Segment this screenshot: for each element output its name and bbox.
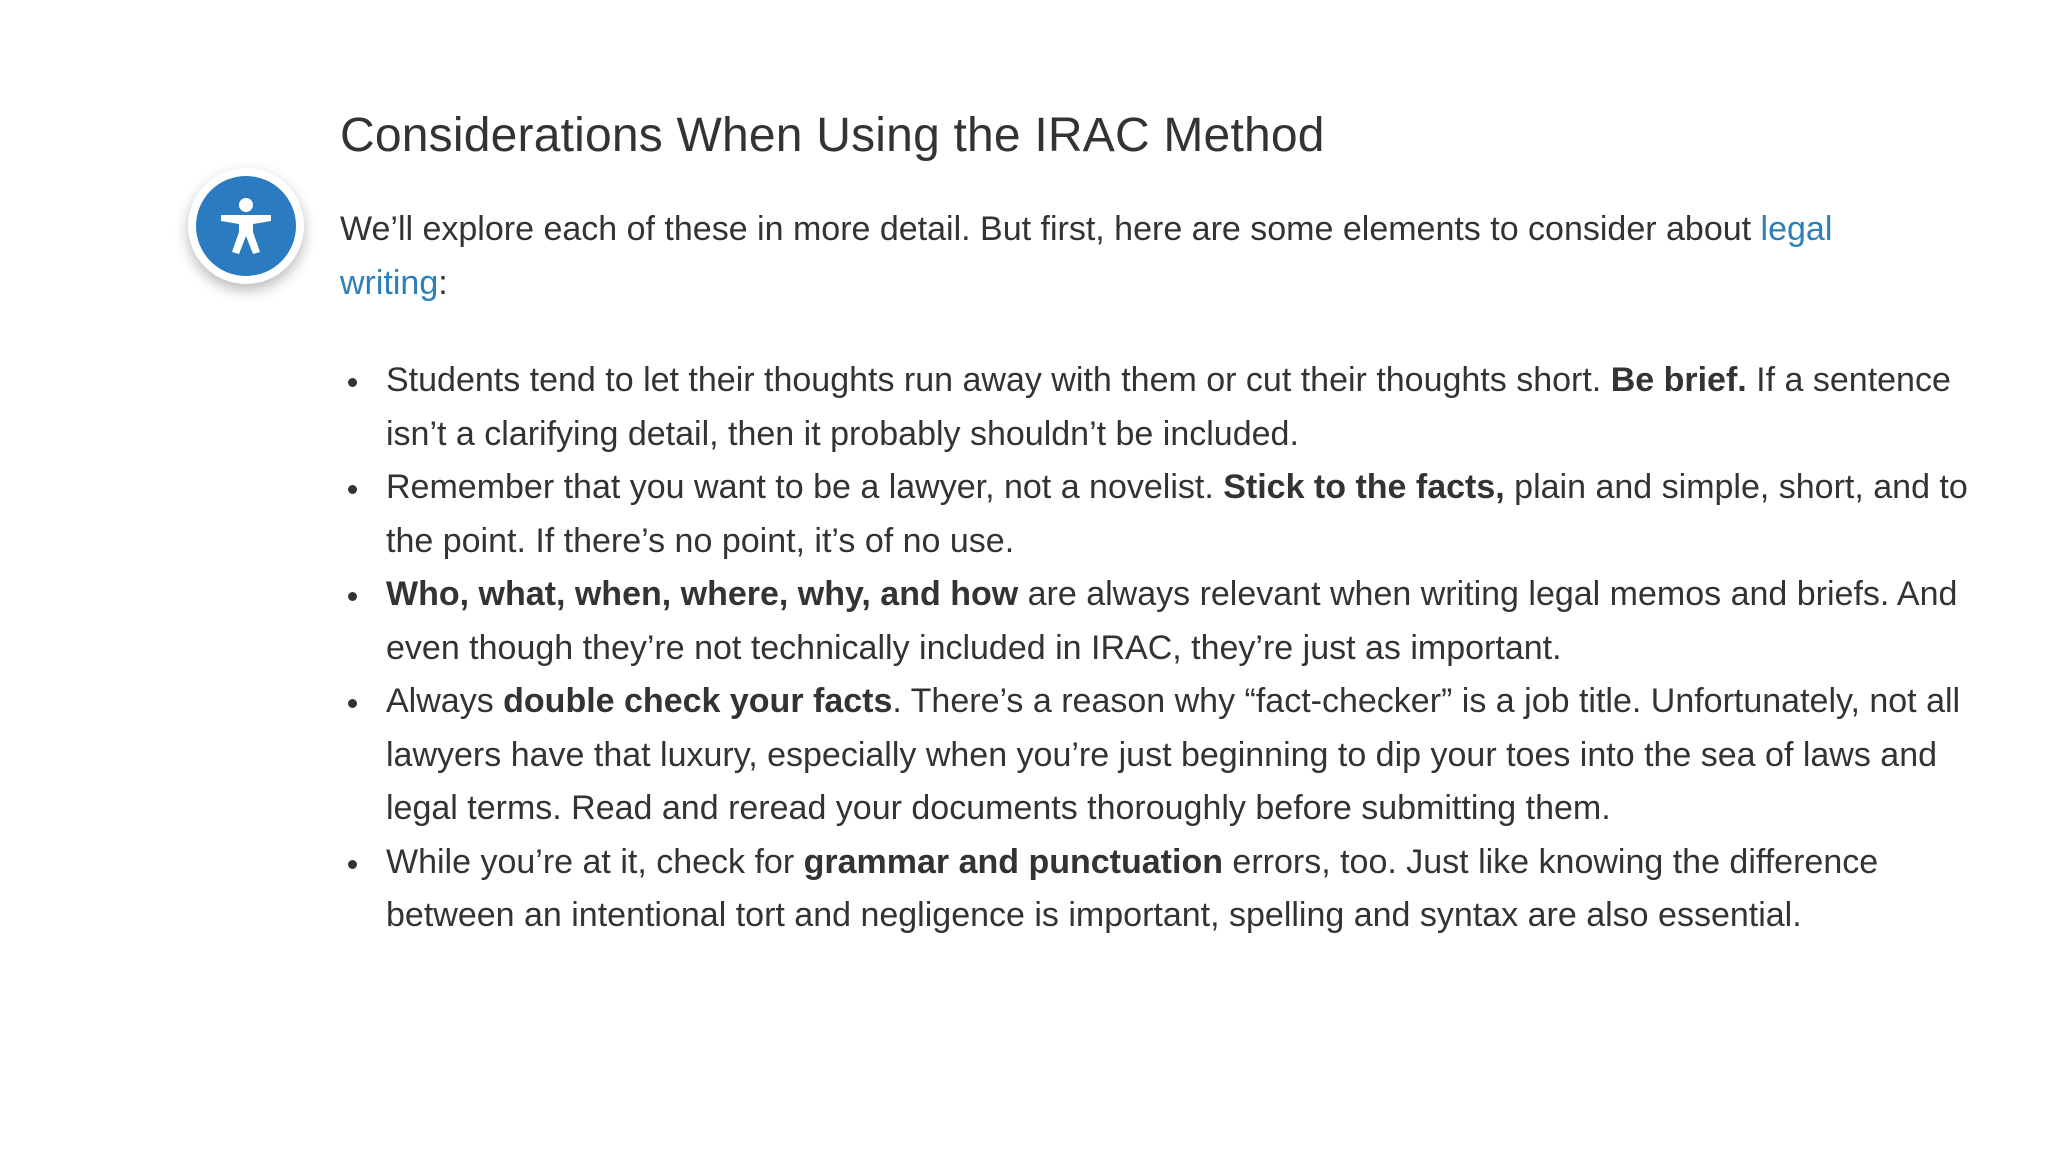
item-text: Always bbox=[386, 682, 504, 720]
item-emphasis: Be brief. bbox=[1610, 361, 1747, 399]
item-text: are always relevant when writing legal memos and briefs. And even though they’re not technically included in IRAC, they’re just as important. bbox=[386, 575, 1958, 667]
list-item bbox=[386, 675, 1980, 836]
bullet-dot bbox=[348, 699, 357, 708]
bullet-dot bbox=[348, 485, 357, 494]
accessibility-button[interactable] bbox=[188, 168, 304, 284]
item-emphasis: grammar and punctuation bbox=[803, 842, 1223, 881]
intro-colon: : bbox=[438, 264, 448, 302]
legal-writing-link[interactable]: legal writing bbox=[340, 210, 1833, 302]
item-text: If a sentence isn’t a clarifying detail, then it probably shouldn’t be included. bbox=[386, 361, 1951, 453]
item-text: While you’re at it, check for bbox=[386, 842, 804, 881]
section-heading: Considerations When Using the IRAC Method bbox=[340, 109, 1325, 162]
list-item bbox=[386, 354, 1980, 461]
accessibility-person-icon bbox=[212, 192, 280, 260]
list-item bbox=[386, 836, 1980, 943]
bullet-dot bbox=[348, 860, 357, 869]
list-item bbox=[386, 568, 1980, 675]
item-text: Remember that you want to be a lawyer, not a novelist. bbox=[386, 468, 1224, 506]
bullet-dot bbox=[348, 592, 357, 601]
list-item bbox=[386, 461, 1980, 568]
item-emphasis: Stick to the facts, bbox=[1223, 468, 1505, 506]
article-content bbox=[340, 104, 1980, 943]
item-emphasis: double check your facts bbox=[503, 682, 893, 720]
intro-text: We’ll explore each of these in more detail. But first, here are some elements to consider about bbox=[340, 210, 1761, 248]
item-text: . There’s a reason why “fact-checker” is a job title. Unfortunately, not all lawyers have that luxury, especially when you’re just beginning to dip your toes into the sea of laws and legal terms. Read and reread your documents thoroughly before submitting them. bbox=[386, 682, 1961, 827]
item-text: Students tend to let their thoughts run away with them or cut their thoughts short. bbox=[386, 361, 1611, 399]
considerations-list bbox=[340, 354, 1980, 943]
bullet-dot bbox=[348, 378, 357, 387]
item-emphasis: Who, what, when, where, why, and how bbox=[386, 575, 1019, 613]
accessibility-button-inner bbox=[196, 176, 296, 276]
item-text: plain and simple, short, and to the point. If there’s no point, it’s of no use. bbox=[386, 468, 1968, 560]
item-text: errors, too. Just like knowing the difference between an intentional tort and negligence is important, spelling and syntax are also essential. bbox=[386, 842, 1879, 934]
intro-paragraph bbox=[340, 202, 1940, 310]
